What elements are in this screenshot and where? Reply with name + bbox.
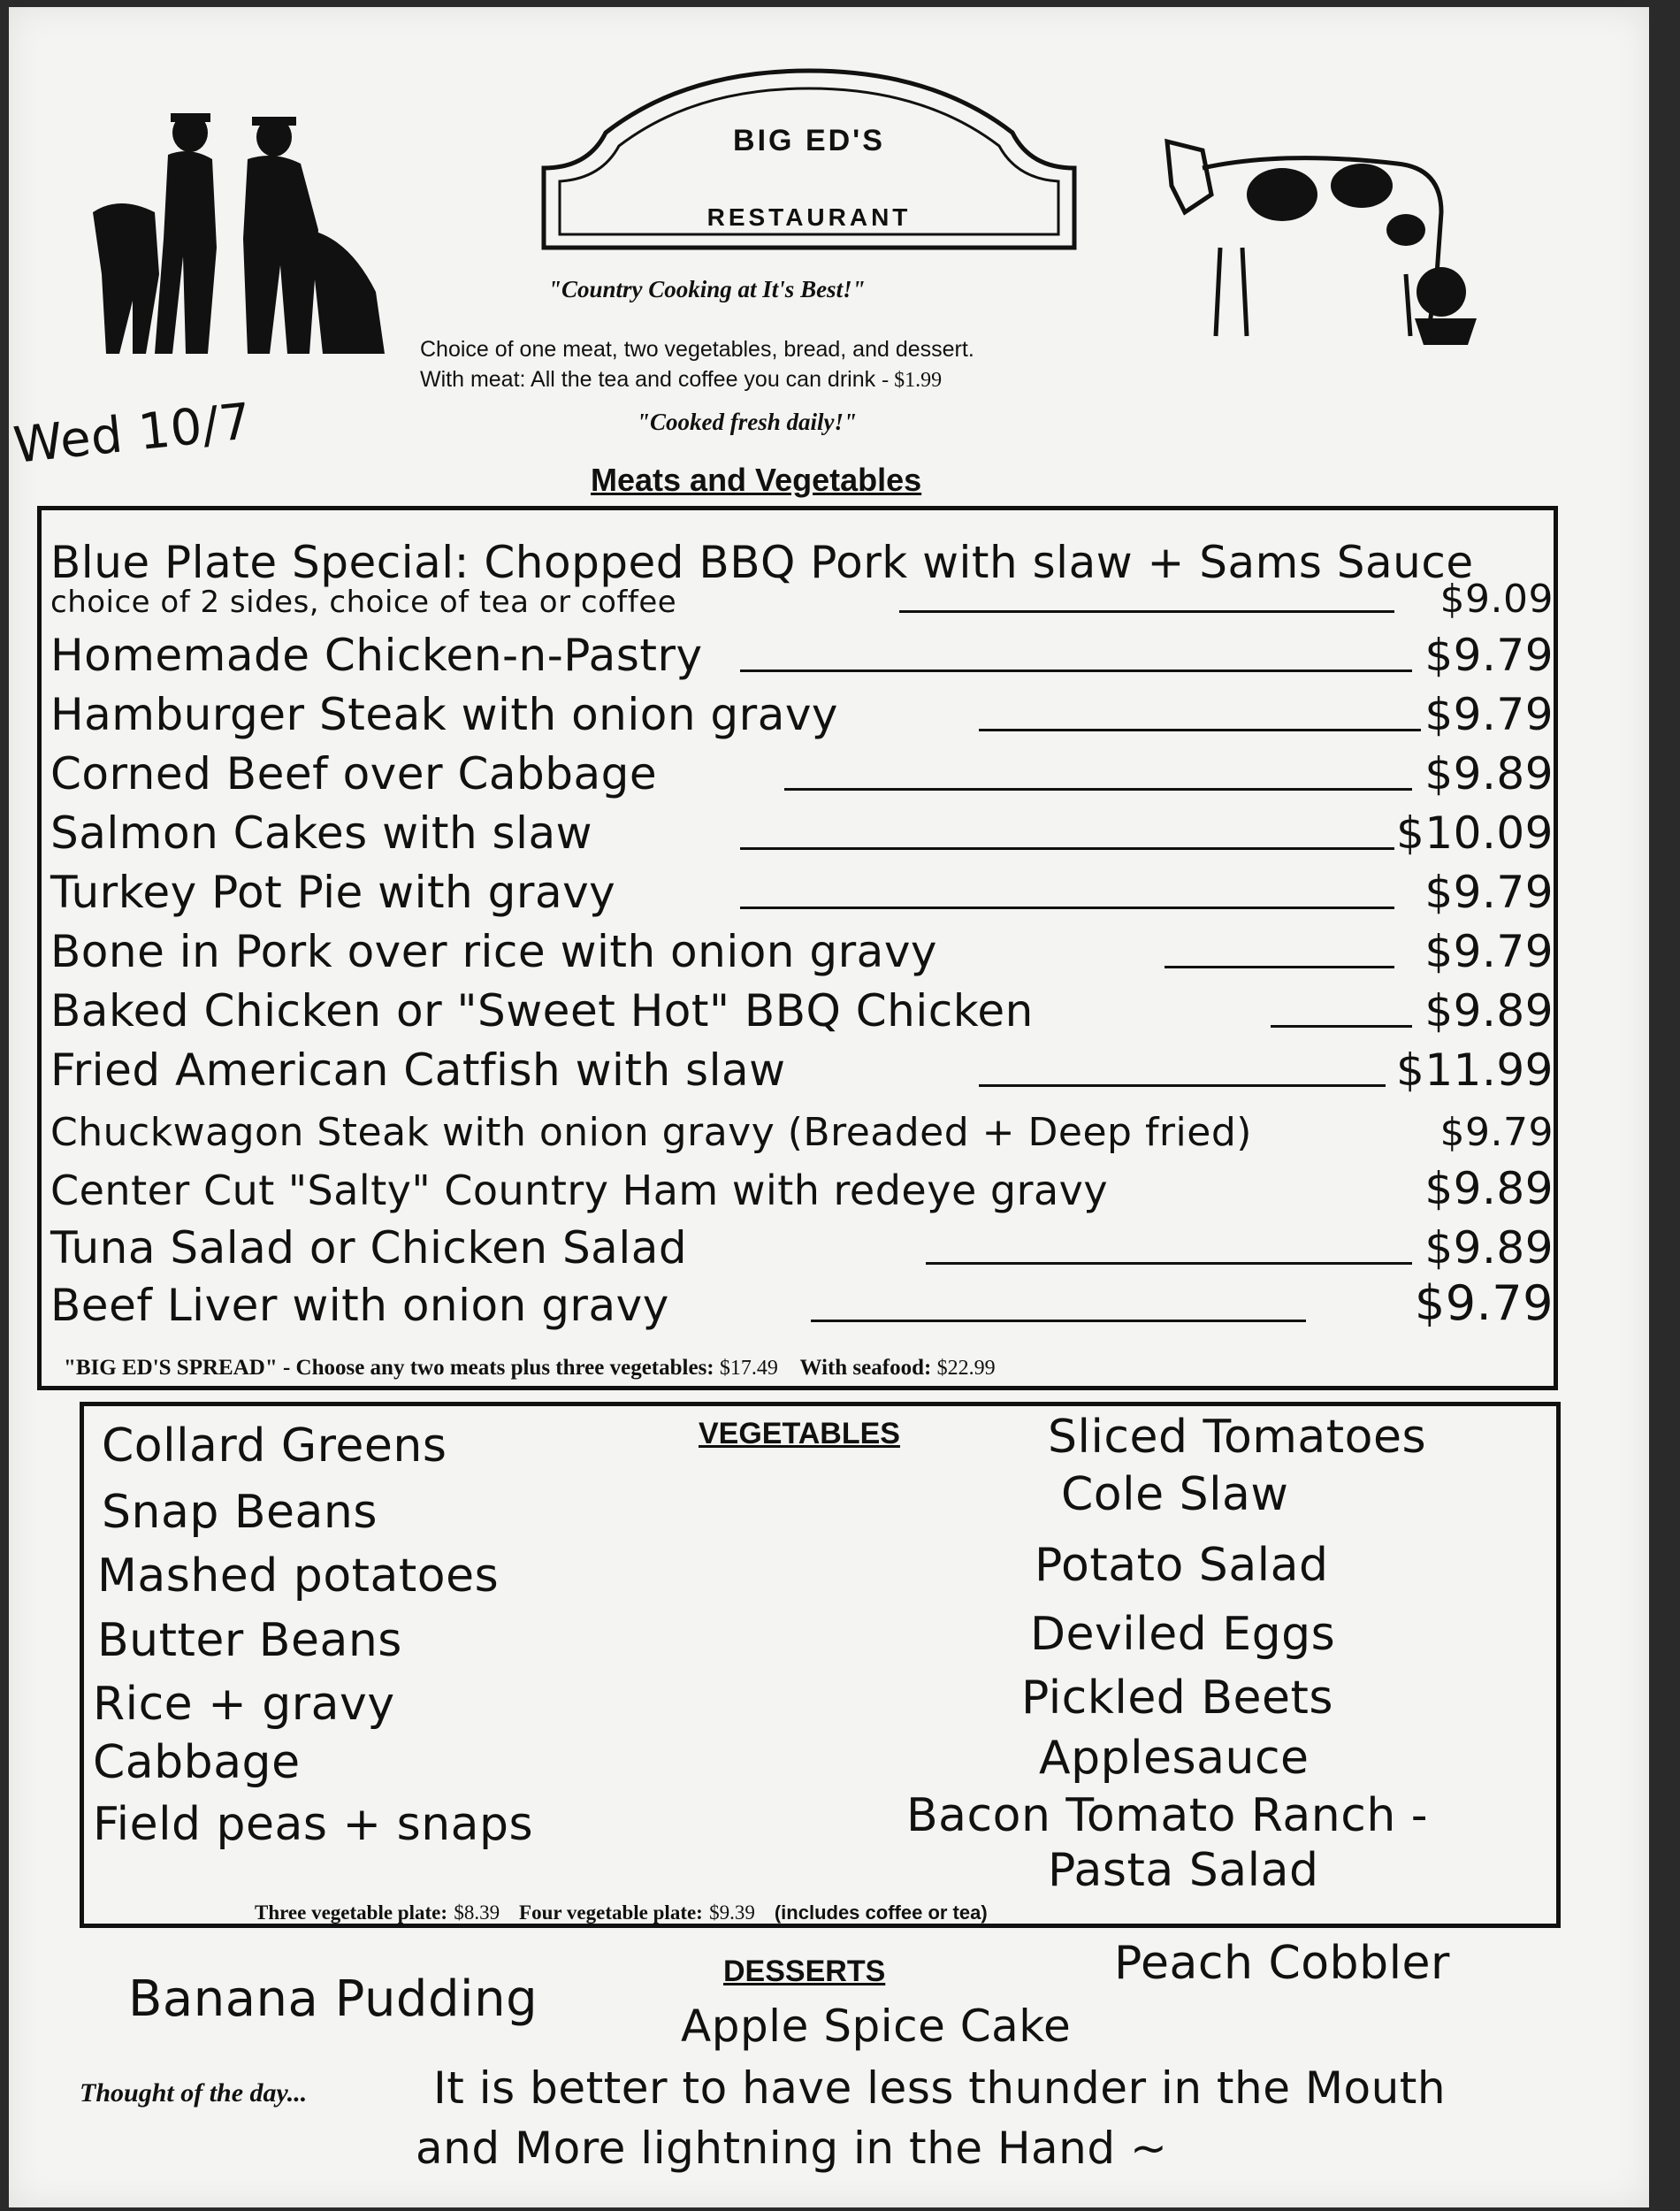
spread-price: $17.49: [719, 1357, 778, 1380]
menu-item-name: Chuckwagon Steak with onion gravy (Breaded + Deep fried): [50, 1110, 1252, 1155]
vegetable-item: Applesauce: [1039, 1732, 1310, 1785]
spread-label: "BIG ED'S SPREAD" - Choose any two meats plus three vegetables:: [64, 1356, 714, 1380]
farmers-silhouette-icon: [84, 97, 393, 363]
menu-item: [50, 1163, 1554, 1218]
menu-item-price: $9.79: [1439, 1110, 1554, 1155]
vegetable-item: Collard Greens: [102, 1419, 447, 1473]
logo-subtitle: RESTAURANT: [706, 203, 912, 231]
menu-item-name: Hamburger Steak with onion gravy: [50, 689, 839, 740]
menu-item-name: Turkey Pot Pie with gravy: [50, 867, 616, 918]
includes-note: (includes coffee or tea): [774, 1901, 988, 1924]
vegetable-item: Deviled Eggs: [1030, 1608, 1336, 1661]
vegetables-title: VEGETABLES: [699, 1417, 900, 1450]
menu-item: [50, 689, 1554, 744]
special-sub: choice of 2 sides, choice of tea or coffee: [50, 585, 677, 620]
menu-item-price: $9.89: [1424, 748, 1554, 799]
dessert-item: Peach Cobbler: [1114, 1937, 1450, 1990]
meal-description-line-1: Choice of one meat, two vegetables, bread, and dessert.: [420, 337, 974, 362]
handwritten-date: Wed 10/7: [11, 393, 255, 475]
three-veg-label: Three vegetable plate:: [255, 1901, 448, 1924]
menu-item-name: Corned Beef over Cabbage: [50, 748, 658, 799]
menu-item: [50, 985, 1554, 1040]
thought-of-day-label: Thought of the day...: [80, 2078, 308, 2108]
leader-line: [979, 729, 1421, 731]
leader-line: [926, 1262, 1412, 1265]
vegetable-item: Mashed potatoes: [97, 1549, 500, 1603]
vegetable-item: Pasta Salad: [1048, 1844, 1319, 1897]
menu-item: [50, 807, 1554, 862]
blue-plate-special-sub: [50, 577, 1554, 625]
menu-item: [50, 867, 1554, 922]
drink-price: - $1.99: [882, 369, 943, 392]
meats-title: Meats and Vegetables: [591, 462, 922, 498]
menu-item-name: Homemade Chicken-n-Pastry: [50, 630, 703, 681]
leader-line: [740, 669, 1412, 672]
vegetable-item: Snap Beans: [102, 1486, 378, 1539]
menu-item-price: $9.79: [1424, 689, 1554, 740]
menu-item-name: Baked Chicken or "Sweet Hot" BBQ Chicken: [50, 985, 1034, 1037]
menu-item-price: $10.09: [1396, 807, 1554, 859]
menu-item: [50, 1104, 1554, 1159]
four-veg-label: Four vegetable plate:: [519, 1901, 703, 1924]
meal-description-line-2: [420, 364, 974, 395]
menu-item-name: Fried American Catfish with slaw: [50, 1044, 786, 1096]
cooked-fresh-note: "Cooked fresh daily!": [637, 409, 857, 435]
vegetable-plate-prices: [255, 1901, 988, 1924]
leader-line: [811, 1320, 1306, 1322]
meal-description: [420, 334, 974, 395]
four-veg-price: $9.39: [709, 1901, 755, 1924]
menu-item: [50, 748, 1554, 803]
menu-item: [50, 1044, 1554, 1099]
drink-note: With meat: All the tea and coffee you can drink: [420, 367, 876, 392]
menu-item-name: Salmon Cakes with slaw: [50, 807, 593, 859]
menu-item-price: $9.79: [1414, 1275, 1554, 1331]
restaurant-logo: [535, 62, 1083, 256]
menu-item: [50, 1222, 1554, 1277]
vegetable-item: Sliced Tomatoes: [1048, 1411, 1427, 1464]
menu-item-name: Tuna Salad or Chicken Salad: [50, 1222, 688, 1274]
slogan: "Country Cooking at It's Best!": [548, 276, 866, 302]
meats-box: [37, 506, 1558, 1390]
menu-item: [50, 926, 1554, 981]
vegetable-item: Pickled Beets: [1021, 1672, 1333, 1725]
vegetable-item: Cabbage: [93, 1736, 301, 1789]
vegetable-item: Bacon Tomato Ranch -: [906, 1789, 1429, 1842]
vegetable-item: Cole Slaw: [1061, 1468, 1289, 1521]
menu-item-name: Beef Liver with onion gravy: [50, 1280, 669, 1331]
vegetable-item: Potato Salad: [1035, 1539, 1329, 1592]
dessert-item: Banana Pudding: [128, 1970, 538, 2028]
menu-item-name: Bone in Pork over rice with onion gravy: [50, 926, 937, 977]
menu-item-price: $9.89: [1424, 1163, 1554, 1214]
menu-item-price: $11.99: [1396, 1044, 1554, 1096]
leader-line: [740, 907, 1394, 909]
menu-item: [50, 630, 1554, 685]
vegetable-item: Field peas + snaps: [93, 1798, 534, 1851]
leader-line: [979, 1084, 1386, 1087]
leader-line: [784, 788, 1412, 791]
leader-line: [1271, 1025, 1412, 1028]
dessert-item: Apple Spice Cake: [681, 2001, 1072, 2052]
leader-line: [1165, 966, 1394, 968]
menu-item: [50, 1275, 1554, 1335]
menu-item-name: Center Cut "Salty" Country Ham with redeye gravy: [50, 1167, 1109, 1214]
thought-line-2: and More lightning in the Hand ~: [416, 2123, 1168, 2174]
leader-line: [740, 847, 1394, 850]
special-name: Blue Plate Special: Chopped BBQ Pork with slaw + Sams Sauce: [50, 537, 1474, 588]
desserts-title: DESSERTS: [723, 1955, 886, 1988]
menu-item-price: $9.79: [1424, 630, 1554, 681]
logo-title: BIG ED'S: [733, 124, 885, 157]
vegetable-item: Butter Beans: [97, 1614, 402, 1667]
cow-milkmaid-icon: [1149, 115, 1494, 354]
menu-item-price: $9.89: [1424, 1222, 1554, 1274]
menu-item-price: $9.89: [1424, 985, 1554, 1037]
menu-item-price: $9.79: [1424, 867, 1554, 918]
special-price: $9.09: [1439, 577, 1554, 622]
seafood-label: With seafood:: [799, 1356, 932, 1380]
vegetable-item: Rice + gravy: [93, 1678, 395, 1731]
three-veg-price: $8.39: [454, 1901, 500, 1924]
leader-line: [899, 610, 1394, 613]
big-eds-spread: [64, 1356, 996, 1381]
menu-item-price: $9.79: [1424, 926, 1554, 977]
thought-line-1: It is better to have less thunder in the Mouth: [433, 2062, 1447, 2114]
seafood-price: $22.99: [936, 1357, 996, 1380]
